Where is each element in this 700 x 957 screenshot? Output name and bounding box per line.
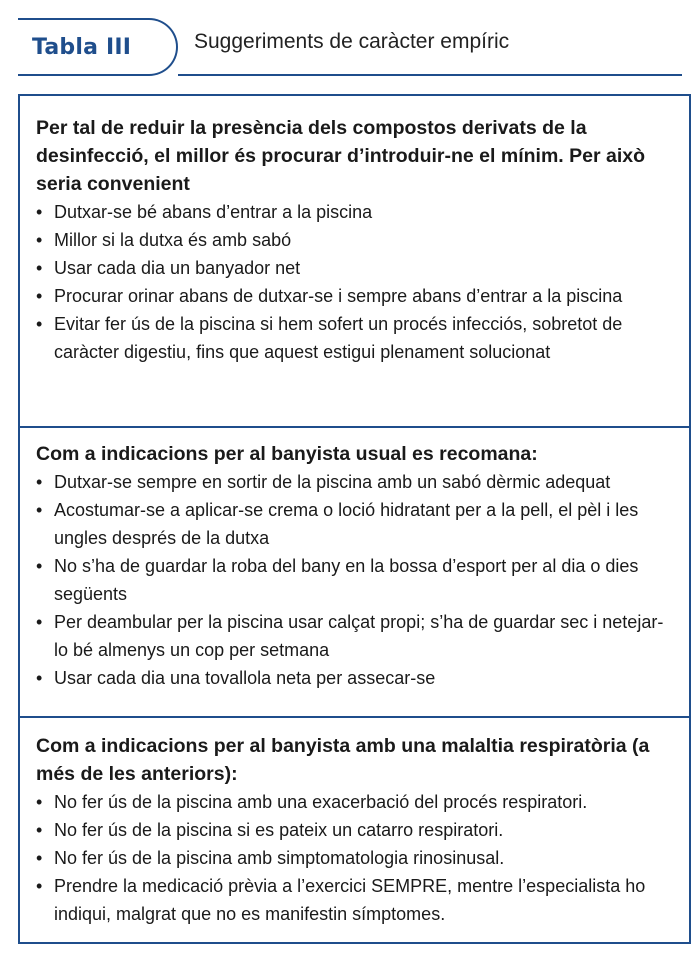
table-label-tab xyxy=(18,18,178,76)
list-item: • Per deambular per la piscina usar calçat propi; s’ha de guardar sec i netejar-lo bé almenys un cop per setmana xyxy=(36,608,673,664)
list-item: • Evitar fer ús de la piscina si hem sofert un procés infecciós, sobretot de caràcter digestiu, fins que aquest estigui plenament solucionat xyxy=(36,310,673,366)
recommendation-list xyxy=(36,788,673,928)
section-heading: Per tal de reduir la presència dels compostos derivats de la desinfecció, el millor és procurar d’introduir-ne el mínim. Per això seria convenient xyxy=(36,117,645,195)
recommendation-list xyxy=(36,198,673,366)
list-item: • Procurar orinar abans de dutxar-se i sempre abans d’entrar a la piscina xyxy=(36,282,673,310)
table-title: Suggeriments de caràcter empíric xyxy=(194,30,510,53)
section-usual-bather xyxy=(20,426,689,716)
list-item: • Prendre la medicació prèvia a l’exercici SEMPRE, mentre l’especialista ho indiqui, malgrat que no es manifestin símptomes. xyxy=(36,872,673,928)
list-item: • No fer ús de la piscina si es pateix un catarro respiratori. xyxy=(36,816,673,844)
list-item: • No fer ús de la piscina amb una exacerbació del procés respiratori. xyxy=(36,788,673,816)
recommendation-list xyxy=(36,468,673,692)
list-item: • No s’ha de guardar la roba del bany en la bossa d’esport per al dia o dies següents xyxy=(36,552,673,608)
table-header xyxy=(18,18,682,76)
list-item: • Usar cada dia un banyador net xyxy=(36,254,673,282)
list-item: • Acostumar-se a aplicar-se crema o loció hidratant per a la pell, el pèl i les ungles després de la dutxa xyxy=(36,496,673,552)
list-item: • Usar cada dia una tovallola neta per assecar-se xyxy=(36,664,673,692)
header-rule xyxy=(178,74,682,76)
section-heading: Com a indicacions per al banyista amb una malaltia respiratòria (a més de les anteriors): xyxy=(36,735,650,785)
list-item: • No fer ús de la piscina amb simptomatologia rinosinusal. xyxy=(36,844,673,872)
list-item: • Dutxar-se sempre en sortir de la piscina amb un sabó dèrmic adequat xyxy=(36,468,673,496)
section-respiratory-bather xyxy=(20,716,689,942)
table-label: Tabla III xyxy=(32,34,132,60)
list-item: • Millor si la dutxa és amb sabó xyxy=(36,226,673,254)
section-reduce-disinfection xyxy=(20,96,689,426)
table-box xyxy=(18,94,691,944)
section-heading: Com a indicacions per al banyista usual es recomana: xyxy=(36,443,538,465)
list-item: • Dutxar-se bé abans d’entrar a la piscina xyxy=(36,198,673,226)
